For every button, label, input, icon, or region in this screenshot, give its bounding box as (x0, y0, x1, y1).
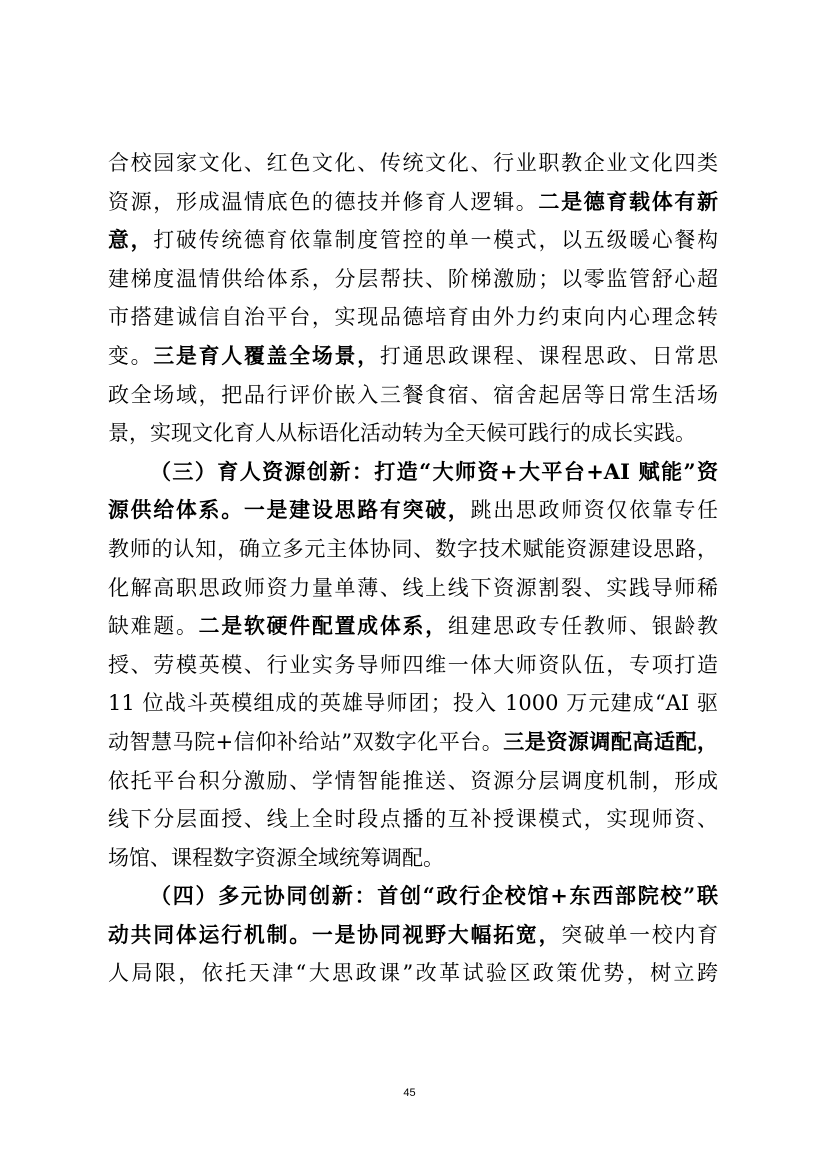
text-run: 人局限，依托天津“大思政课”改革试验区政策优势，树立跨 (108, 961, 718, 986)
text-line-16 (108, 723, 718, 762)
text-run: 授、劳模英模、行业实务导师四维一体大师资队伍，专项打造 (108, 652, 718, 677)
text-line-18 (108, 800, 718, 839)
text-run: 建梯度温情供给体系，分层帮扶、阶梯激励；以零监管舒心超 (108, 266, 718, 291)
text-run-bold: （四）多元协同创新：首创“政行企校馆+东西部院校”联 (150, 883, 718, 909)
body-text (108, 144, 718, 993)
section-heading-3 (108, 453, 718, 492)
text-run: 突破单一校内育 (561, 922, 718, 947)
text-run: 化解高职思政师资力量单薄、线上线下资源割裂、实践导师稀 (108, 575, 718, 600)
text-run: 资源，形成温情底色的德技并修育人逻辑。 (108, 189, 539, 214)
text-line-11 (108, 530, 718, 569)
text-run: 打破传统德育依靠制度管控的单一模式，以五级暖心餐构 (153, 228, 718, 253)
text-line-15 (108, 684, 718, 723)
text-line-8 (108, 414, 718, 453)
text-run-bold: 三是育人覆盖全场景， (153, 343, 380, 368)
text-run: 场馆、课程数字资源全域统筹调配。 (108, 845, 444, 870)
text-line-2 (108, 183, 718, 222)
text-line-21 (108, 916, 718, 955)
text-line-17 (108, 762, 718, 801)
text-run: 依托平台积分激励、学情智能推送、资源分层调度机制，形成 (108, 768, 718, 793)
text-run-bold: 动共同体运行机制。一是协同视野大幅拓宽， (108, 922, 562, 947)
text-line-5 (108, 298, 718, 337)
text-line-10 (108, 491, 718, 530)
text-run-bold: （三）育人资源创新：打造“大师资+大平台+AI 赋能”资 (150, 458, 718, 484)
text-line-4 (108, 260, 718, 299)
text-run: 合校园家文化、红色文化、传统文化、行业职教企业文化四类 (108, 151, 718, 175)
text-line-22 (108, 954, 718, 993)
text-run: 11 位战斗英模组成的英雄导师团；投入 1000 万元建成“AI 驱 (108, 691, 718, 716)
text-run: 打通思政课程、课程思政、日常思 (379, 343, 718, 368)
text-line-19 (108, 839, 718, 878)
page-number: 45 (403, 1087, 416, 1099)
text-run-bold: 三是资源调配高适配， (503, 728, 718, 754)
section-heading-4 (108, 877, 718, 916)
text-run: 市搭建诚信自治平台，实现品德培育由外力约束向内心理念转 (108, 305, 718, 330)
text-run-bold: 二是德育载体有新 (538, 188, 718, 214)
text-run: 景，实现文化育人从标语化活动转为全天候可践行的成长实践。 (108, 421, 696, 446)
text-line-3 (108, 221, 718, 260)
text-run-bold: 意， (108, 228, 154, 253)
text-run: 变。 (108, 343, 154, 368)
text-line-14 (108, 646, 718, 685)
text-run: 缺难题。 (108, 614, 199, 639)
text-line-13 (108, 607, 718, 646)
text-line-7 (108, 376, 718, 415)
text-line-12 (108, 569, 718, 608)
text-line-1 (108, 144, 718, 183)
text-run: 教师的认知，确立多元主体协同、数字技术赋能资源建设思路， (108, 536, 718, 561)
text-run: 组建思政专任教师、银龄教 (447, 614, 718, 639)
text-run-bold: 源供给体系。一是建设思路有突破， (108, 498, 471, 523)
text-run: 跳出思政师资仅依靠专任 (470, 498, 718, 523)
text-run: 动智慧马院+信仰补给站”双数字化平台。 (108, 729, 504, 754)
text-run: 线下分层面授、线上全时段点播的互补授课模式，实现师资、 (108, 807, 718, 832)
text-line-6 (108, 337, 718, 376)
text-run-bold: 二是软硬件配置成体系， (198, 614, 448, 639)
text-run: 政全场域，把品行评价嵌入三餐食宿、宿舍起居等日常生活场 (108, 382, 718, 407)
